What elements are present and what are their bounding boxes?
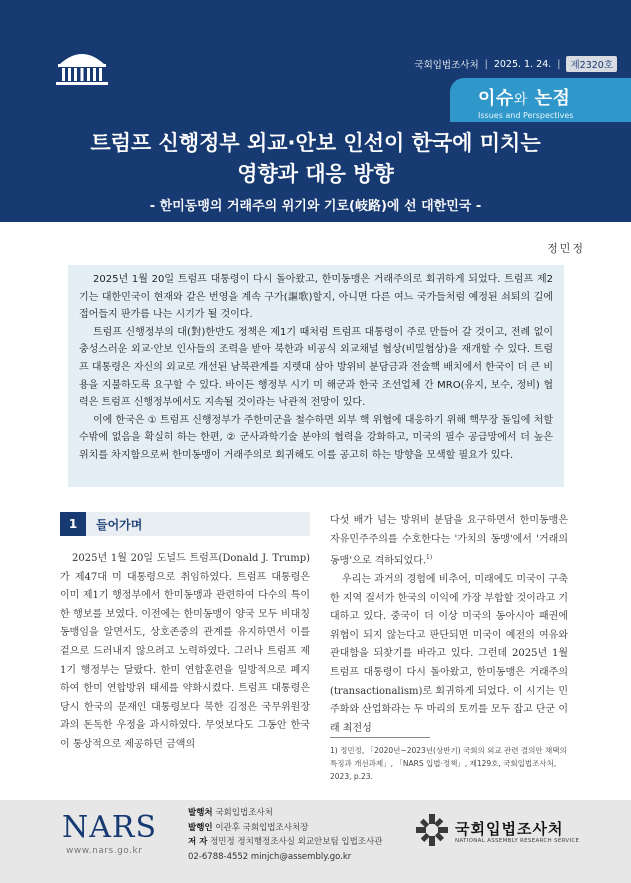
nars-emblem-icon — [414, 812, 450, 848]
footnote-divider — [330, 737, 430, 738]
body-paragraph: 우리는 과거의 경험에 비추어, 미래에도 미국이 구축한 지역 질서가 한국의 이익에 가장 부합할 것이라고 기대하고 있다. 중국이 더 이상 미국의 동아시아 패권에 위협이 되지 않는다고 판단되면 미국이 예전의 여유와 관대함을 되찾기를 바라고 있다. 그런데 2025년 1월 트럼프 대통령이 다시 돌아왔고, 한미동맹은 거래주의(transactionalism)로 회귀하게 되었다. 이 시기는 민주화와 산업화라는 두 마리의 토끼를 모두 잡고 단군 이래 최전성 — [330, 574, 568, 734]
report-title: 트럼프 신행정부 외교·안보 인선이 한국에 미치는 영향과 대응 방향 — [90, 131, 541, 186]
left-column — [60, 512, 310, 755]
section-title: 들어가며 — [96, 517, 143, 532]
body-paragraph: 다섯 배가 넘는 방위비 분담을 요구하면서 한미동맹은 자유민주주의를 수호한다는 '가치의 동맹'에서 '거래의 동맹'으로 격하되었다.$^{1)}$ — [330, 515, 568, 567]
issue-number: 제2320호 — [566, 56, 617, 72]
series-badge — [450, 78, 631, 122]
meta-date: 2025. 1. 24. — [493, 58, 552, 70]
footer — [0, 800, 631, 883]
org-name: 국회입법조사처 — [455, 820, 564, 838]
summary-paragraph: 이에 한국은 ① 트럼프 신행정부가 주한미군을 철수하면 외부 핵 위협에 대응하기 위해 핵무장 돌입에 처할 수밖에 없음을 확실히 하는 한편, ② 군사과학기술 분야의 협력을 강화하고, 미국의 필수 공급망에서 더 높은 위치를 차지함으로써 한미동맹이 거래주의로 회귀해도 이를 공고히 하는 방향을 모색할 필요가 있다. — [79, 414, 553, 461]
section-number: 1 — [60, 512, 86, 536]
right-column — [330, 512, 568, 738]
footnote: 1) 정민정, 「2020년~2023년(상반기) 국회의 외교 관련 결의안 채택의 특징과 개선과제」, 「NARS 입법·정책」, 제129호, 국회입법조사처, 2023, p.23. — [330, 746, 567, 781]
nars-logo: NARS — [62, 810, 158, 845]
summary-box — [68, 265, 564, 487]
nars-url: www.nars.go.kr — [66, 846, 143, 856]
summary-paragraph: 트럼프 신행정부의 대(對)한반도 정책은 제1기 때처럼 트럼프 대통령이 주로 만들어 갈 것이고, 전례 없이 충성스러운 외교·안보 인사들의 조력을 받아 북한과 비공식 외교채널 협상(비밀협상)을 재개할 수 있다. 트럼프 대통령은 자신의 외교로 개선된 남북관계를 지렛대 삼아 방위비 분담금과 전술핵 배치에서 한국이 더 큰 비용을 지불하도록 요구할 수 있다. 바이든 행정부 시기 미 해군과 한국 조선업체 간 MRO(유지, 보수, 정비) 협력은 트럼프 신행정부에서도 지속될 것이라는 낙관적 전망이 있다. — [79, 326, 553, 409]
series-subtitle: Issues and Perspectives — [478, 111, 574, 120]
meta-org: 국회입법조사처 — [414, 60, 479, 71]
section-heading — [60, 512, 310, 536]
national-assembly-icon — [52, 46, 112, 88]
summary-paragraph: 2025년 1월 20일 트럼프 대통령이 다시 돌아왔고, 한미동맹은 거래주의로 회귀하게 되었다. 트럼프 제2기는 대한민국이 현재와 같은 번영을 계속 구가(謳歌)할지, 아니면 다른 여느 국가들처럼 예정된 쇠퇴의 길에 접어들지 판가름 나는 시기가 될 것이다. — [79, 274, 553, 321]
org-name-en: NATIONAL ASSEMBLY RESEARCH SERVICE — [455, 838, 580, 844]
series-title: 이슈와 논점 — [478, 88, 571, 109]
report-subtitle: - 한미동맹의 거래주의 위기와 기로(岐路)에 선 대한민국 - — [149, 199, 482, 214]
author-name: 정민정 — [547, 242, 585, 255]
publication-info: 발행처 국회입법조사처 발행인 이관후 국회입법조사처장 저 자 정민정 정치행정조사실 외교안보팀 입법조사관 02-6788-4552 minjch@assembly.go.kr — [188, 808, 383, 862]
body-paragraph: 2025년 1월 20일 도널드 트럼프(Donald J. Trump)가 제47대 미 대통령으로 취임하였다. 트럼프 대통령은 이미 제1기 행정부에서 한미동맹과 관련하여 다수의 특이한 행보를 보였다. 이전에는 한미동맹이 양국 모두 비대칭 동맹임을 알면서도, 상호존중의 관계를 유지하면서 이를 겉으로 드러내지 않으려고 노력하였다. 그러나 트럼프 제1기 행정부는 달랐다. 한미 연합훈련을 일방적으로 폐지하여 한미 연합방위 태세를 약화시켰다. 트럼프 대통령은 당시 한국의 문재인 대통령보다 북한 김정은 국무위원장과의 돈독한 우정을 과시하였다. 무엇보다도 그동안 한국이 통상적으로 제공하던 금액의 — [60, 553, 310, 750]
footnote-ref: 1) — [426, 554, 433, 562]
issue-meta: 국회입법조사처 | 2025. 1. 24. | 제2320호 — [414, 56, 617, 72]
header-band — [0, 0, 631, 222]
